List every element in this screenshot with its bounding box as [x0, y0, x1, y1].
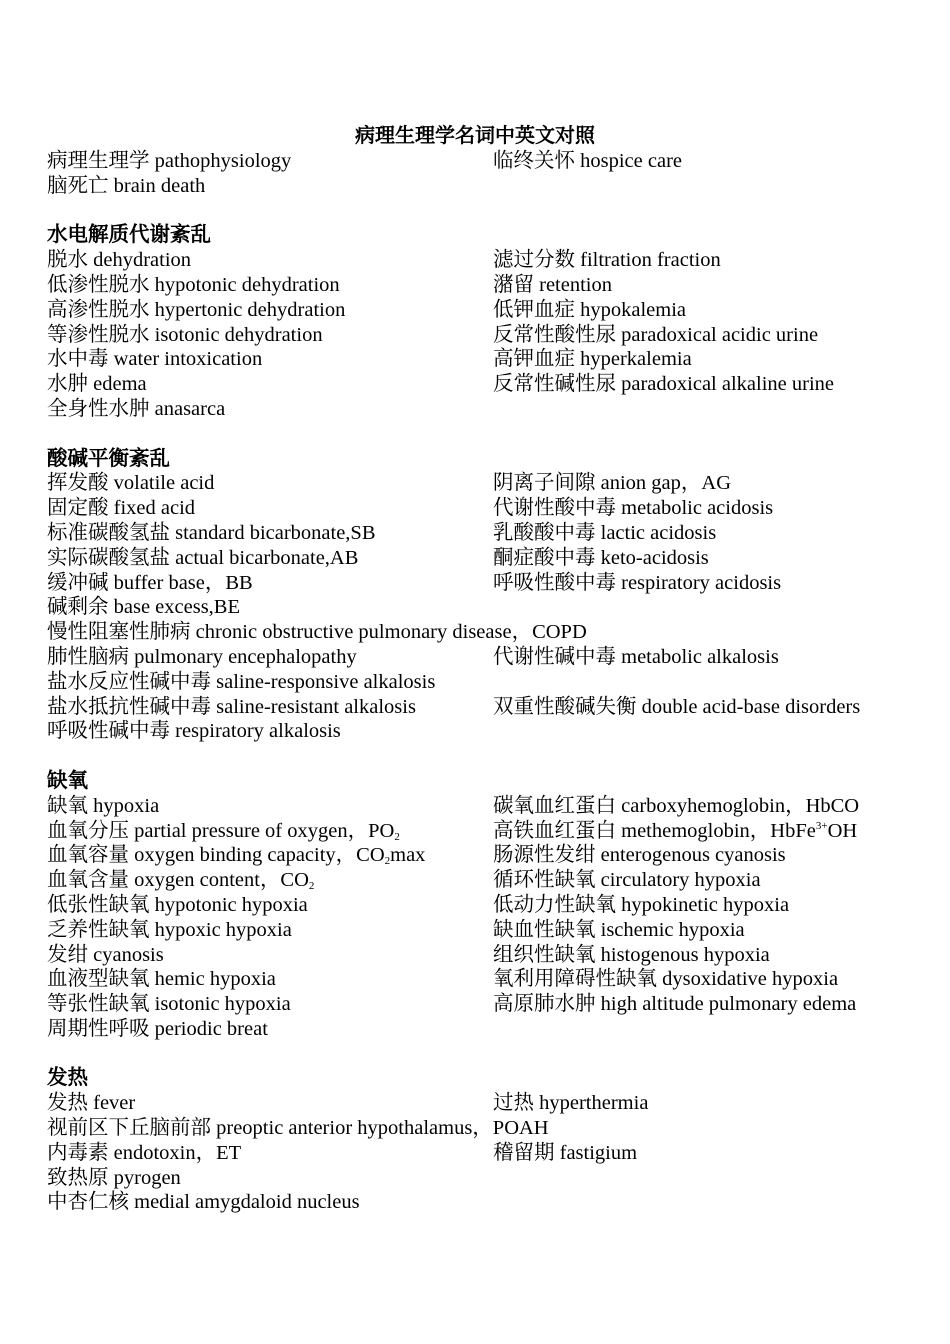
term-left: 标准碳酸氢盐 standard bicarbonate,SB: [47, 521, 376, 544]
term-left: 内毒素 endotoxin，ET: [47, 1141, 242, 1164]
term-left: 盐水抵抗性碱中毒 saline-resistant alkalosis: [47, 695, 416, 718]
term-right: 滤过分数 filtration fraction: [493, 249, 721, 272]
term-row: [47, 323, 917, 348]
term-row: [47, 298, 917, 323]
term-row: [47, 967, 917, 992]
section-heading: 酸碱平衡紊乱: [47, 447, 170, 470]
term-left: 等渗性脱水 isotonic dehydration: [47, 323, 323, 346]
term-right: 代谢性碱中毒 metabolic alkalosis: [493, 645, 779, 668]
term-row: [47, 843, 917, 868]
term-row: [47, 1141, 917, 1166]
term-row: [47, 347, 917, 372]
term-row: [47, 372, 917, 397]
term-right: 代谢性酸中毒 metabolic acidosis: [493, 497, 774, 520]
term-row: [47, 819, 917, 844]
term-left: 高渗性脱水 hypertonic dehydration: [47, 298, 346, 321]
blank-line: [47, 422, 917, 447]
term-left: 周期性呼吸 periodic breat: [47, 1017, 268, 1040]
term-row: [47, 719, 917, 744]
term-row: [47, 521, 917, 546]
term-right: 低动力性缺氧 hypokinetic hypoxia: [493, 893, 790, 916]
term-left: 脱水 dehydration: [47, 249, 192, 272]
term-right: 反常性酸性尿 paradoxical acidic urine: [493, 323, 819, 346]
term-left: 血氧含量 oxygen content，$CO_2$: [47, 869, 315, 893]
term-left: 全身性水肿 anasarca: [47, 397, 226, 420]
term-row: [47, 397, 917, 422]
term-row: [47, 1190, 917, 1215]
term-row: [47, 1091, 917, 1116]
term-left: 水肿 edema: [47, 373, 147, 396]
term-right: 高钾血症 hyperkalemia: [493, 348, 692, 371]
section-heading: 发热: [47, 1067, 88, 1090]
term-left: 视前区下丘脑前部 preoptic anterior hypothalamus，POAH: [47, 1117, 549, 1140]
section-heading: 水电解质代谢紊乱: [47, 224, 211, 247]
term-left: 中杏仁核 medial amygdaloid nucleus: [47, 1191, 360, 1214]
term-right: 氧利用障碍性缺氧 dysoxidative hypoxia: [493, 968, 839, 991]
term-right: 缺血性缺氧 ischemic hypoxia: [493, 918, 745, 941]
term-right: 临终关怀 hospice care: [493, 150, 682, 172]
term-left: 固定酸 fixed acid: [47, 497, 196, 520]
term-right: 碳氧血红蛋白 carboxyhemoglobin，HbCO: [493, 794, 860, 817]
term-left: 脑死亡 brain death: [47, 174, 206, 197]
term-row: [47, 1116, 917, 1141]
term-left: 水中毒 water intoxication: [47, 348, 263, 371]
term-row: [47, 273, 917, 298]
term-row: [47, 546, 917, 571]
term-row: [47, 695, 917, 720]
term-row: [47, 670, 917, 695]
term-left: 缓冲碱 buffer base，BB: [47, 571, 253, 594]
term-row: [47, 174, 917, 199]
blank-line: [47, 1042, 917, 1067]
term-row: [47, 943, 917, 968]
term-row: [47, 918, 917, 943]
term-row: [47, 1017, 917, 1042]
term-right: 稽留期 fastigium: [493, 1141, 638, 1164]
term-left: 血氧分压 partial pressure of oxygen，$PO_2$: [47, 819, 400, 843]
term-right: 循环性缺氧 circulatory hypoxia: [493, 869, 761, 892]
document-title: 病理生理学名词中英文对照: [355, 125, 595, 147]
term-left: 挥发酸 volatile acid: [47, 472, 215, 495]
glossary-content: [47, 149, 917, 1215]
term-row: [47, 794, 917, 819]
term-row: [47, 595, 917, 620]
term-left: 乏养性缺氧 hypoxic hypoxia: [47, 918, 292, 941]
term-right: 乳酸酸中毒 lactic acidosis: [493, 521, 717, 544]
term-left: 血液型缺氧 hemic hypoxia: [47, 968, 276, 991]
section-heading: 缺氧: [47, 769, 88, 792]
blank-line: [47, 199, 917, 224]
term-row: [47, 1166, 917, 1191]
term-left: 发热 fever: [47, 1092, 136, 1115]
term-row: [47, 645, 917, 670]
term-right: 低钾血症 hypokalemia: [493, 298, 687, 321]
term-row: [47, 571, 917, 596]
term-row: [47, 248, 917, 273]
term-row: [47, 496, 917, 521]
term-left: 肺性脑病 pulmonary encephalopathy: [47, 645, 357, 668]
term-left: 呼吸性碱中毒 respiratory alkalosis: [47, 720, 341, 743]
term-right: 阴离子间隙 anion gap，AG: [493, 472, 732, 495]
term-right: 酮症酸中毒 keto-acidosis: [493, 546, 709, 569]
term-left: 致热原 pyrogen: [47, 1166, 181, 1189]
term-row: [47, 620, 917, 645]
term-row: [47, 893, 917, 918]
term-right: 过热 hyperthermia: [493, 1092, 649, 1115]
term-left: 血氧容量 oxygen binding capacity，$CO_2\max$: [47, 844, 426, 868]
term-row: [47, 868, 917, 893]
term-right: 高铁血红蛋白 methemoglobin，HbFe$^{3+}$OH: [493, 819, 858, 842]
term-left: 病理生理学 pathophysiology: [47, 150, 292, 172]
term-right: 组织性缺氧 histogenous hypoxia: [493, 943, 770, 966]
term-row: [47, 149, 917, 174]
term-right: 呼吸性酸中毒 respiratory acidosis: [493, 571, 782, 594]
term-left: 低渗性脱水 hypotonic dehydration: [47, 273, 340, 296]
term-right: 反常性碱性尿 paradoxical alkaline urine: [493, 373, 834, 396]
term-left: 实际碳酸氢盐 actual bicarbonate,AB: [47, 546, 359, 569]
term-right: 双重性酸碱失衡 double acid-base disorders: [493, 695, 861, 718]
blank-line: [47, 744, 917, 769]
term-left: 低张性缺氧 hypotonic hypoxia: [47, 893, 308, 916]
term-row: [47, 471, 917, 496]
term-left: 碱剩余 base excess,BE: [47, 596, 240, 619]
term-left: 盐水反应性碱中毒 saline-responsive alkalosis: [47, 670, 436, 693]
term-row: [47, 992, 917, 1017]
term-right: 潴留 retention: [493, 273, 612, 296]
term-left: 发绀 cyanosis: [47, 943, 164, 966]
term-right: 高原肺水肿 high altitude pulmonary edema: [493, 993, 857, 1016]
term-left: 缺氧 hypoxia: [47, 794, 160, 817]
term-right: 肠源性发绀 enterogenous cyanosis: [493, 844, 786, 867]
term-left: 慢性阻塞性肺病 chronic obstructive pulmonary disease，COPD: [47, 621, 587, 644]
term-left: 等张性缺氧 isotonic hypoxia: [47, 993, 291, 1016]
